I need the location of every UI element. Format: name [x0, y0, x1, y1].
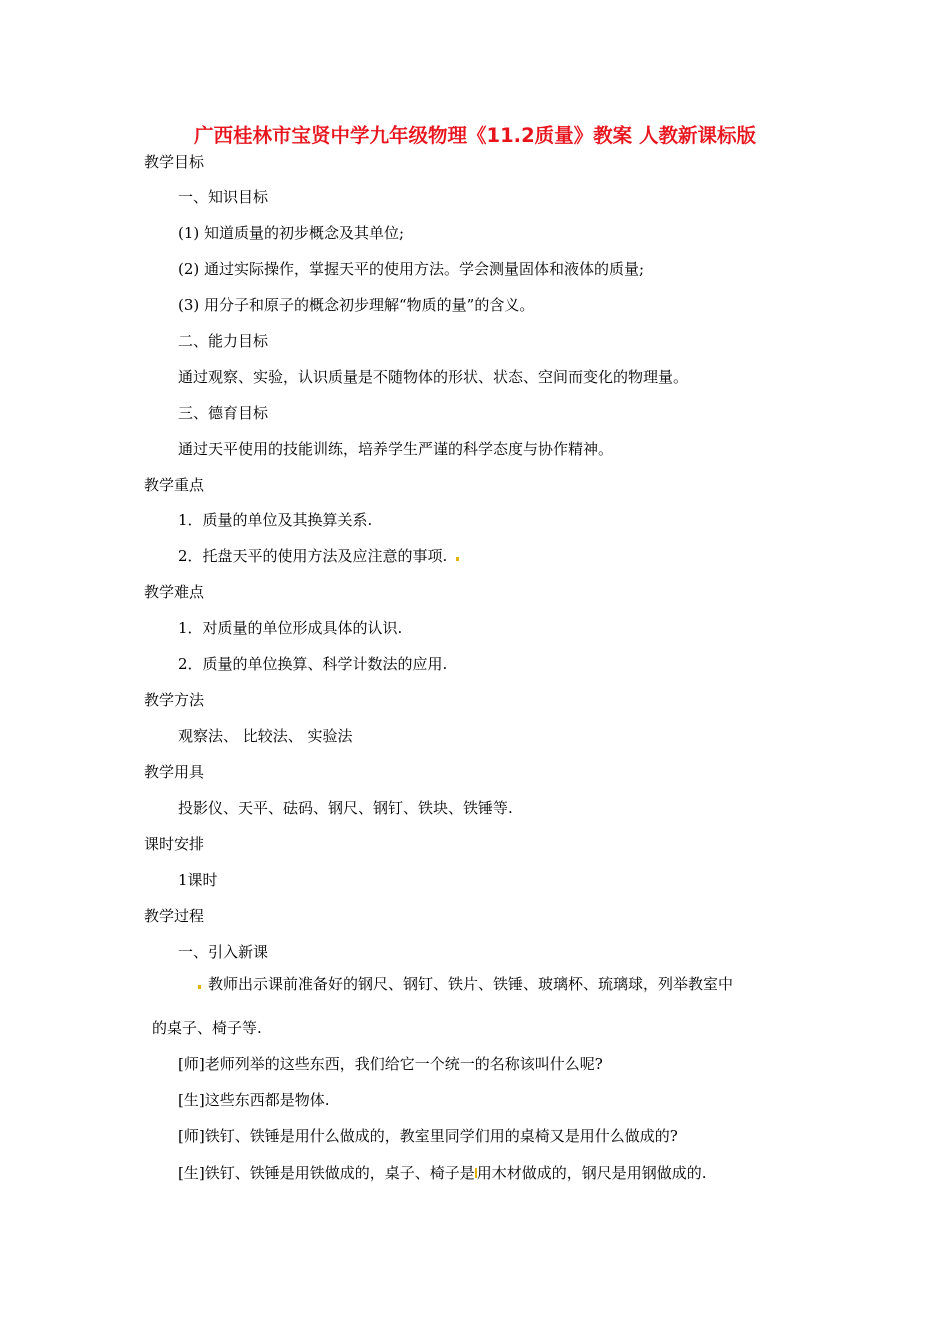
key-point-item-1: 1．质量的单位及其换算关系.: [178, 511, 373, 529]
marker-dot: [456, 557, 459, 561]
ability-objectives-text: 通过观察、实验，认识质量是不随物体的形状、状态、空间而变化的物理量。: [178, 368, 689, 386]
dialogue-line-3: [师]铁钉、铁锤是用什么做成的，教室里同学们用的桌椅又是用什么做成的?: [178, 1127, 678, 1145]
intro-heading: 一、引入新课: [178, 943, 269, 961]
knowledge-item-2: (2) 通过实际操作，掌握天平的使用方法。学会测量固体和液体的质量;: [178, 260, 645, 278]
process-heading: 教学过程: [144, 907, 205, 925]
ability-objectives-heading: 二、能力目标: [178, 332, 269, 350]
intro-paragraph-line-2: 的桌子、椅子等.: [152, 1019, 262, 1037]
methods-text: 观察法、 比较法、 实验法: [178, 727, 353, 745]
schedule-text: 1课时: [178, 871, 218, 889]
knowledge-item-3: (3) 用分子和原子的概念初步理解“物质的量”的含义。: [178, 296, 535, 314]
marker-dot: [198, 985, 201, 989]
tools-heading: 教学用具: [144, 763, 205, 781]
moral-objectives-heading: 三、德育目标: [178, 404, 269, 422]
intro-paragraph-line-1: 教师出示课前准备好的钢尺、钢钉、铁片、铁锤、玻璃杯、琉璃球，列举教室中: [208, 975, 734, 993]
difficulty-item-1: 1．对质量的单位形成具体的认识.: [178, 619, 403, 637]
moral-objectives-text: 通过天平使用的技能训练，培养学生严谨的科学态度与协作精神。: [178, 440, 614, 458]
knowledge-item-1: (1) 知道质量的初步概念及其单位;: [178, 224, 405, 242]
difficulty-item-2: 2．质量的单位换算、科学计数法的应用.: [178, 655, 448, 673]
tools-text: 投影仪、天平、砝码、钢尺、钢钉、铁块、铁锤等.: [178, 799, 513, 817]
key-point-item-2: [178, 545, 459, 567]
methods-heading: 教学方法: [144, 691, 205, 709]
key-points-heading: 教学重点: [144, 476, 205, 494]
schedule-heading: 课时安排: [144, 835, 205, 853]
objectives-heading: 教学目标: [144, 153, 205, 171]
knowledge-objectives-heading: 一、知识目标: [178, 188, 269, 206]
document-title: 广西桂林市宝贤中学九年级物理《11.2质量》教案 人教新课标版: [194, 124, 756, 147]
key-point-item-2-text: 2．托盘天平的使用方法及应注意的事项.: [178, 547, 448, 565]
dialogue-line-4-part-2: 用木材做成的，钢尺是用钢做成的.: [476, 1164, 707, 1182]
dialogue-line-1: [师]老师列举的这些东西，我们给它一个统一的名称该叫什么呢?: [178, 1055, 603, 1073]
dialogue-line-4-part-1: [生]铁钉、铁锤是用铁做成的，桌子、椅子是: [178, 1164, 475, 1182]
difficulties-heading: 教学难点: [144, 583, 205, 601]
dialogue-line-2: [生]这些东西都是物体.: [178, 1091, 330, 1109]
dialogue-line-4: [178, 1162, 707, 1184]
